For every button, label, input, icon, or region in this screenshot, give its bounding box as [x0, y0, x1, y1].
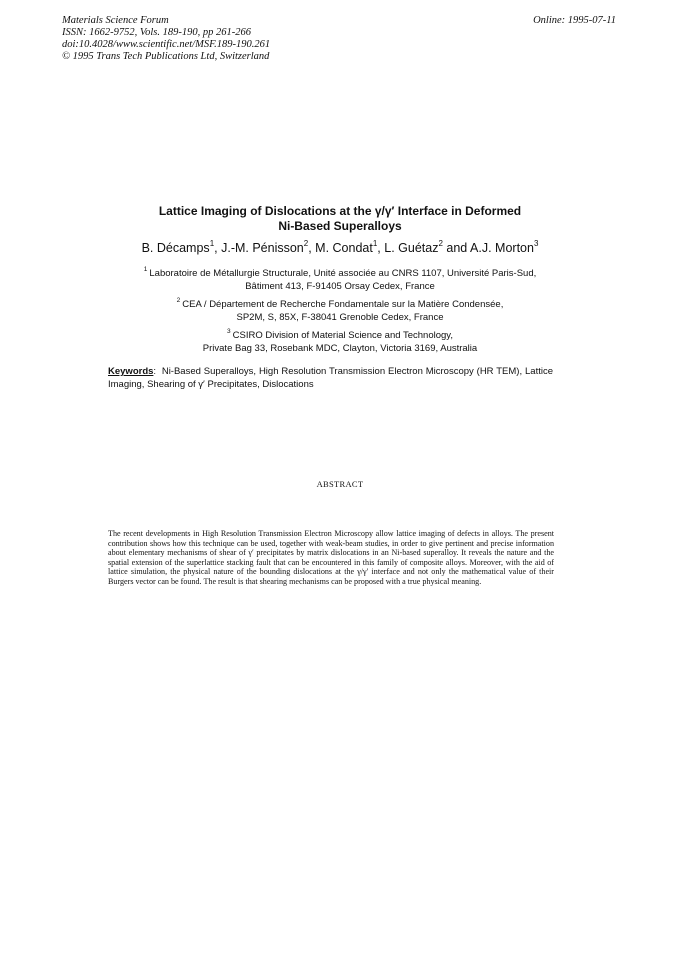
- author-separator: ,: [377, 241, 385, 255]
- online-date: Online: 1995-07-11: [533, 15, 616, 26]
- author-name: A.J. Morton: [470, 241, 534, 255]
- abstract-heading: ABSTRACT: [316, 479, 364, 489]
- author-affiliation-mark: 2: [438, 239, 443, 248]
- affiliation-line-2: Bâtiment 413, F-91405 Orsay Cedex, France: [245, 281, 435, 292]
- keywords-text: Ni-Based Superalloys, High Resolution Transmission Electron Microscopy (HR TEM), Lattice Imaging, Shearing of γ′ Precipitates, Dislocations: [108, 366, 553, 390]
- author-name: J.-M. Pénisson: [221, 241, 304, 255]
- abstract-body: [108, 529, 554, 587]
- affiliation-number: 2: [176, 297, 181, 304]
- author-separator: and: [442, 241, 471, 255]
- publication-header: [62, 15, 270, 63]
- title-line-2: Ni-Based Superalloys: [278, 219, 402, 233]
- title-line-1: Lattice Imaging of Dislocations at the γ/γ′ Interface in Deformed: [158, 204, 522, 218]
- author-name: M. Condat: [315, 241, 373, 255]
- affiliation-3: [60, 329, 620, 355]
- author-affiliation-mark: 1: [209, 239, 215, 248]
- author-name: B. Décamps: [141, 241, 210, 255]
- author-affiliation-mark: 2: [303, 239, 309, 248]
- copyright-line: © 1995 Trans Tech Publications Ltd, Switzerland: [62, 51, 270, 62]
- author-name: L. Guétaz: [384, 241, 439, 255]
- affiliation-line-2: SP2M, S, 85X, F-38041 Grenoble Cedex, France: [236, 312, 444, 323]
- doi-line: doi:10.4028/www.scientific.net/MSF.189-190.261: [62, 39, 271, 50]
- author-separator: ,: [308, 241, 316, 255]
- keywords-block: [108, 365, 553, 391]
- author-affiliation-mark: 3: [533, 239, 539, 248]
- affiliation-line-2: Private Bag 33, Rosebank MDC, Clayton, Victoria 3169, Australia: [202, 343, 478, 354]
- author-affiliation-mark: 1: [372, 239, 378, 248]
- keywords-colon: :: [153, 366, 157, 377]
- affiliation-line-1: CSIRO Division of Material Science and Technology,: [232, 330, 453, 341]
- affiliation-number: 3: [227, 328, 231, 335]
- author-separator: ,: [214, 241, 222, 255]
- affiliation-1: [60, 267, 620, 293]
- affiliation-number: 1: [143, 266, 148, 273]
- affiliation-2: [60, 298, 620, 324]
- author-list: [60, 240, 620, 256]
- keywords-label: Keywords: [108, 366, 154, 377]
- issn-line: ISSN: 1662-9752, Vols. 189-190, pp 261-266: [62, 27, 251, 38]
- abstract-text: The recent developments in High Resolution Transmission Electron Microscopy allow lattice imaging of defects in alloys. The present contribution shows how this technique can be used, together with weak-beam studies, in order to give pertinent and precise information about elementary mechanisms of shear of γ′ precipitates by matrix dislocations in an Ni-based superalloy. It reveals the nature and the spatial extension of the superlattice stacking fault that can be encountered in this family of composite alloys. Moreover, with the aid of lattice simulation, the physical nature of the bounding dislocations at the γ/γ′ interface and not only the mathematical value of their Burgers vector can be found. The result is that shearing mechanisms can be proposed with a true physical meaning.: [108, 529, 554, 586]
- affiliation-line-1: CEA / Département de Recherche Fondamentale sur la Matière Condensée,: [182, 299, 504, 310]
- affiliation-line-1: Laboratoire de Métallurgie Structurale, Unité associée au CNRS 1107, Université Paris-Sud,: [149, 268, 537, 279]
- journal-name: Materials Science Forum: [62, 15, 169, 26]
- paper-title: [60, 204, 620, 234]
